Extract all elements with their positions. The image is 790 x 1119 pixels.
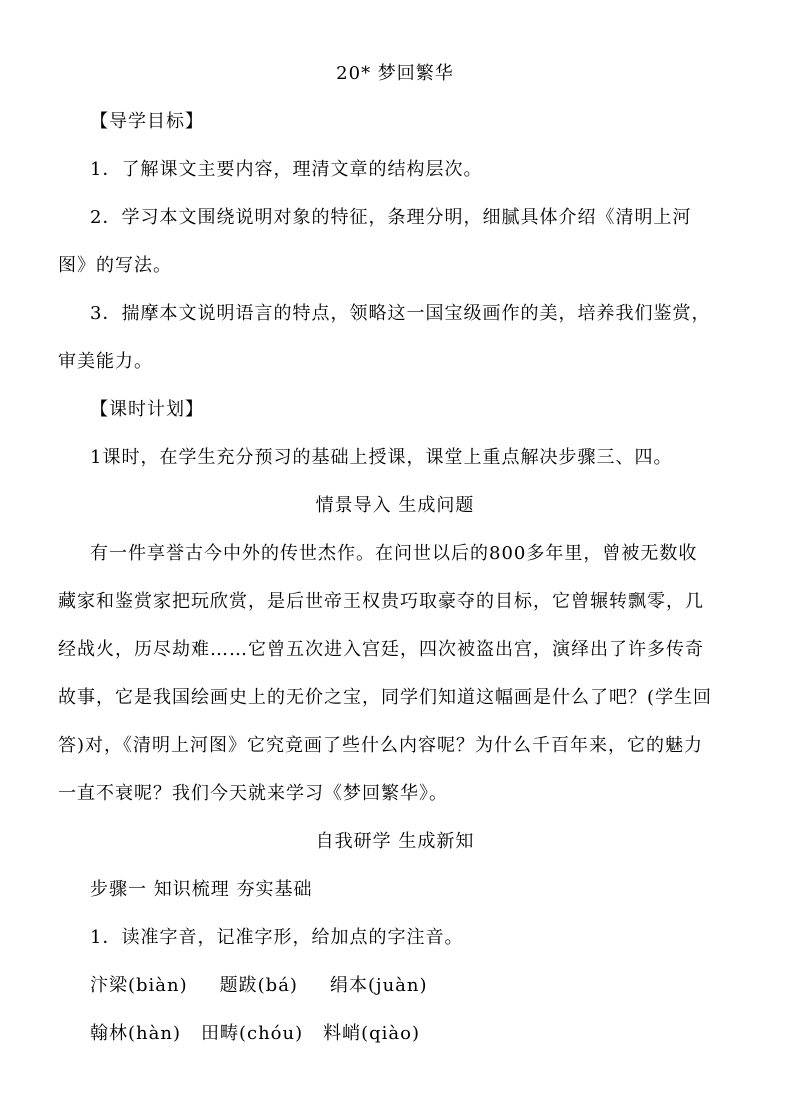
section-heading-goals: 【导学目标】 [90,111,204,132]
intro-line-4: 故事，它是我国绘画史上的无价之宝，同学们知道这幅画是什么了吧？(学生回 [58,687,713,708]
intro-line-6: 一直不衰呢？我们今天就来学习《梦回繁华》。 [58,783,448,804]
goal-item-2-continued: 图》的写法。 [58,255,172,276]
intro-line-2: 藏家和鉴赏家把玩欣赏，是后世帝王权贵巧取豪夺的目标，它曾辗转飘零，几 [58,591,704,612]
heading-intro: 情景导入 生成问题 [315,495,475,516]
heading-study: 自我研学 生成新知 [315,831,475,852]
goal-item-1: 1．了解课文主要内容，理清文章的结构层次。 [90,159,483,180]
plan-text: 1课时，在学生充分预习的基础上授课，课堂上重点解决步骤三、四。 [90,447,673,468]
pinyin-item: 翰林(hàn) [90,1023,181,1044]
goal-item-2: 2．学习本文围绕说明对象的特征，条理分明，细腻具体介绍《清明上河 [90,207,692,228]
pinyin-item: 绢本(juàn) [329,975,428,996]
pinyin-row-2 [90,1022,740,1046]
goal-item-3-continued: 审美能力。 [58,351,153,372]
question-1: 1．读准字音，记准字形，给加点的字注音。 [90,927,464,948]
pinyin-row-1 [90,974,740,998]
document-title: 20* 梦回繁华 [336,63,454,84]
pinyin-item: 料峭(qiào) [323,1023,421,1044]
step-1-heading: 步骤一 知识梳理 夯实基础 [90,879,313,900]
intro-line-3: 经战火，历尽劫难……它曾五次进入宫廷，四次被盗出宫，演绎出了许多传奇 [58,639,704,660]
pinyin-item: 田畴(chóu) [200,1023,304,1044]
pinyin-item: 题跋(bá) [219,975,298,996]
intro-line-1: 有一件享誉古今中外的传世杰作。在问世以后的800多年里，曾被无数收 [90,543,698,564]
intro-line-5: 答)对，《清明上河图》它究竟画了些什么内容呢？为什么千百年来，它的魅力 [58,735,704,756]
goal-item-3: 3．揣摩本文说明语言的特点，领略这一国宝级画作的美，培养我们鉴赏， [90,303,711,324]
section-heading-plan: 【课时计划】 [90,399,204,420]
pinyin-item: 汴梁(biàn) [90,975,188,996]
